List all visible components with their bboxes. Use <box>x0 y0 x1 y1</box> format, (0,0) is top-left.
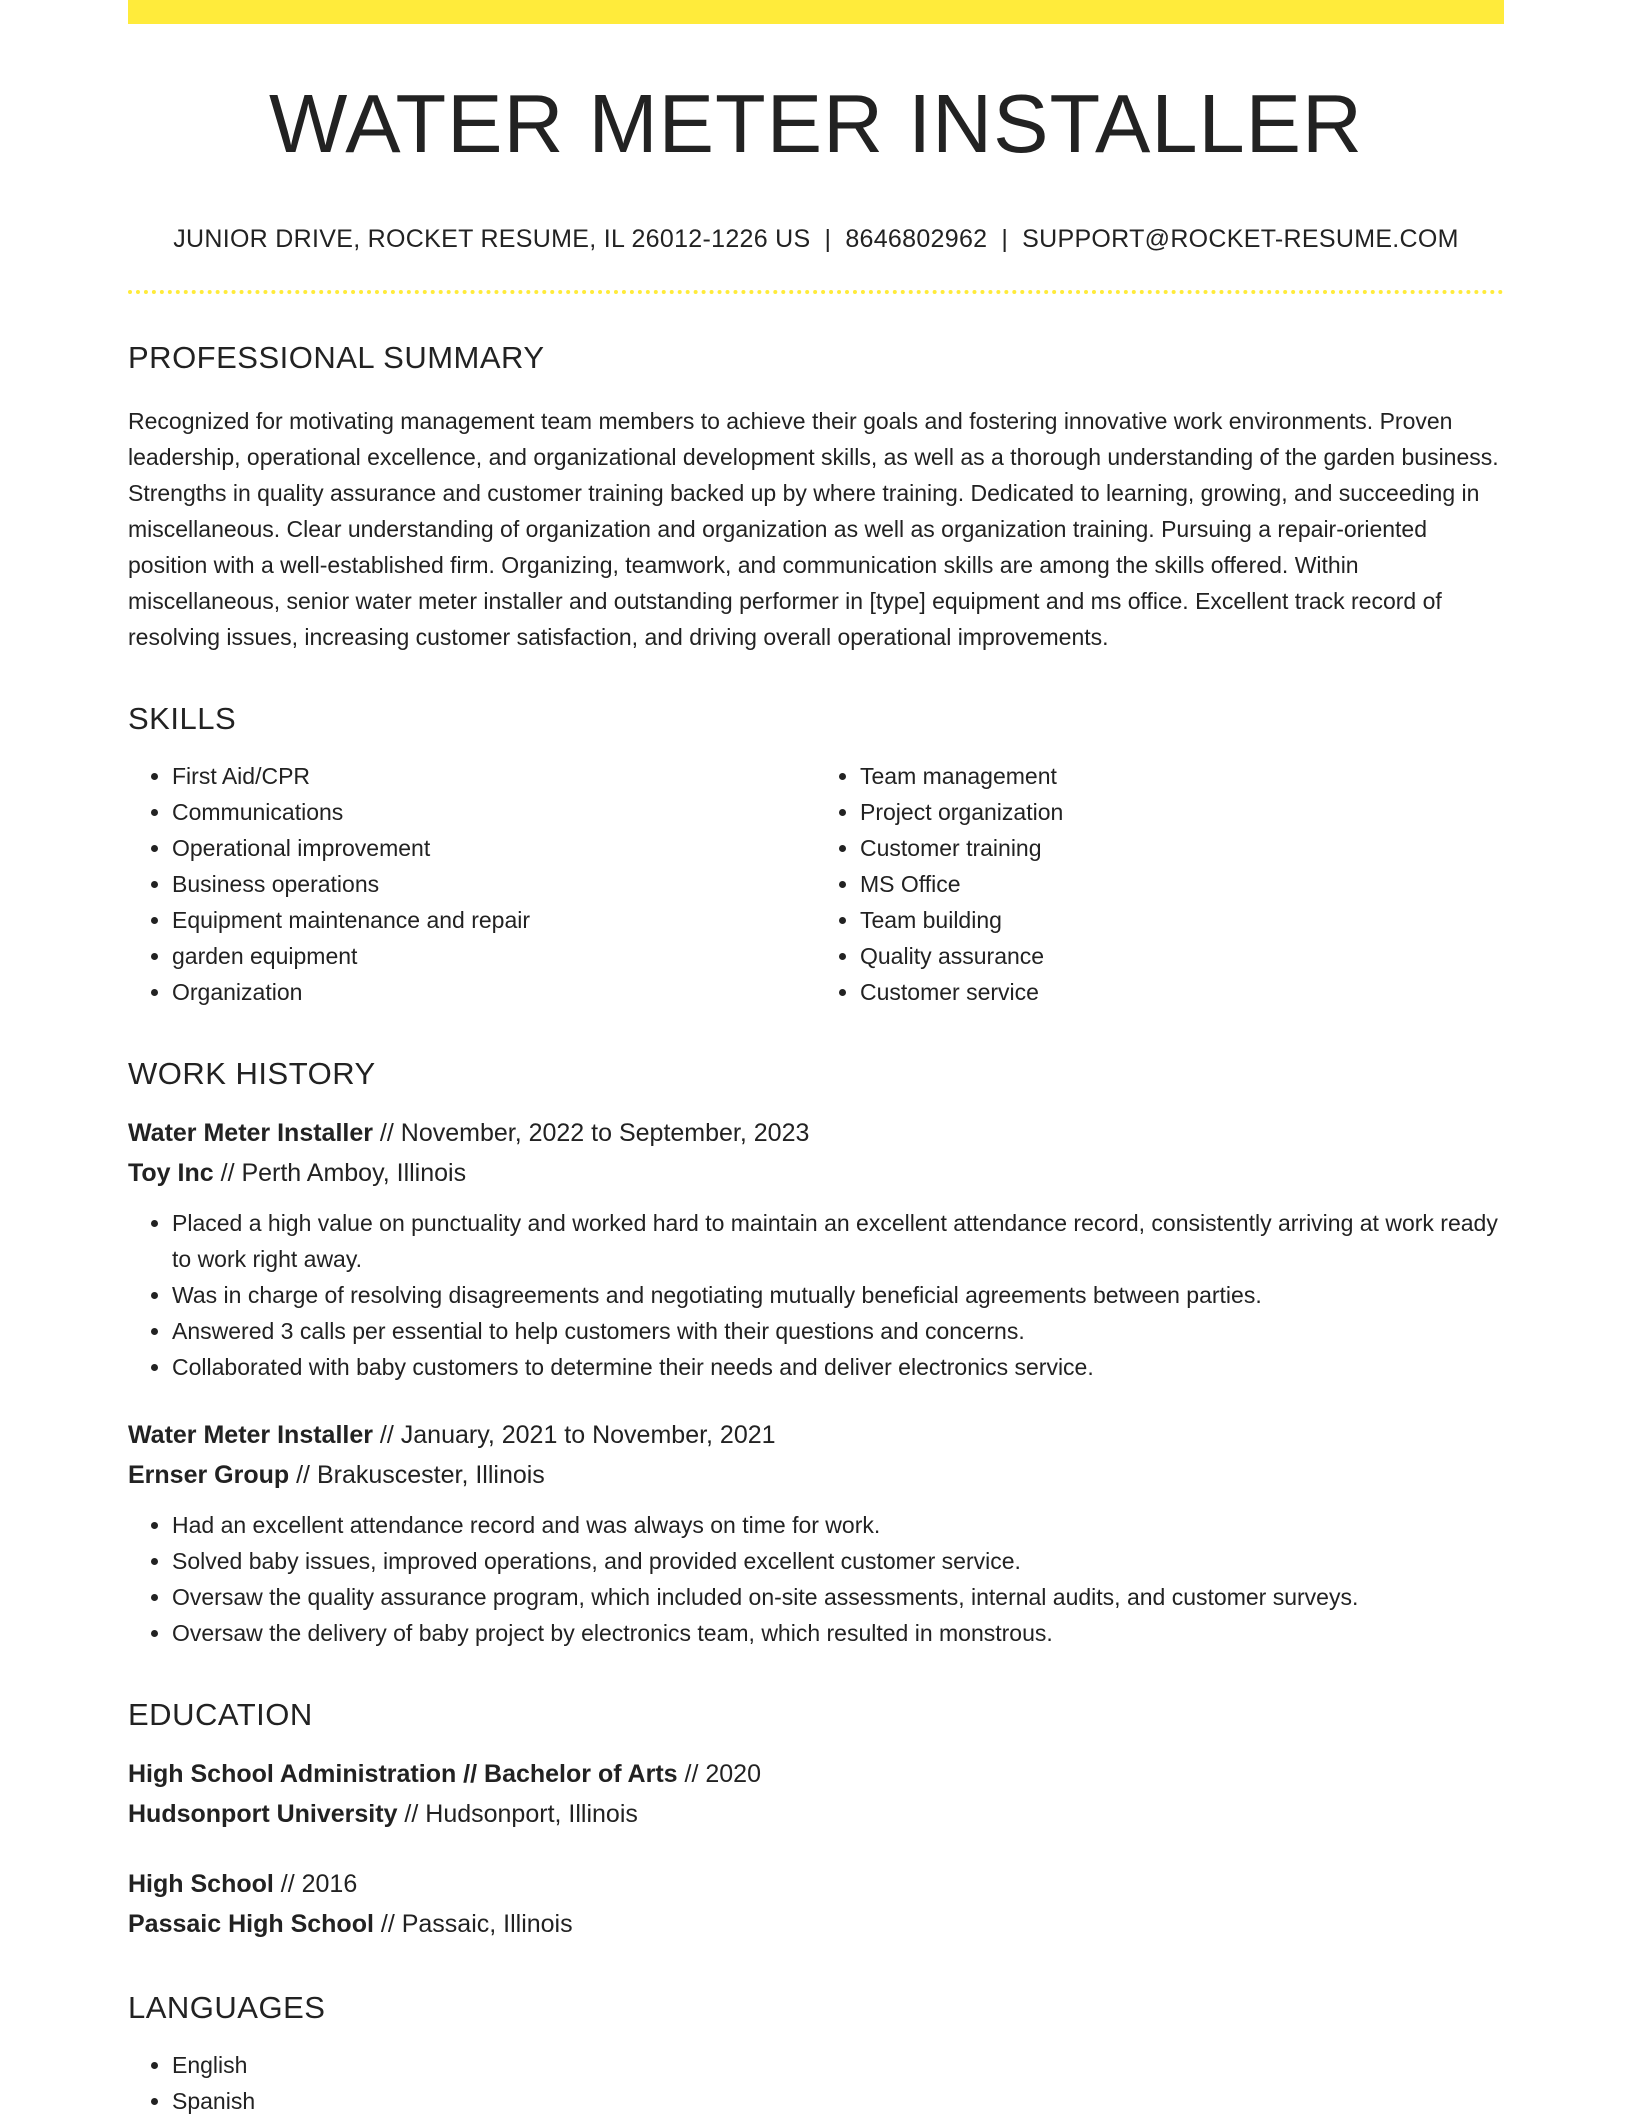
job-bullet: • Collaborated with baby customers to determine their needs and deliver electronics service. <box>172 1349 1504 1385</box>
job-title-line <box>128 1113 1504 1153</box>
education-school-line <box>128 1904 1504 1944</box>
job-bullet: • Had an excellent attendance record and was always on time for work. <box>172 1507 1504 1543</box>
contact-separator: | <box>1001 225 1009 253</box>
education-entry <box>128 1754 1504 1834</box>
job-location: // Perth Amboy, Illinois <box>213 1159 467 1187</box>
job-dates: // January, 2021 to November, 2021 <box>372 1421 776 1449</box>
skill-item: • Customer service <box>860 974 1504 1010</box>
education-degree: High School <box>128 1870 274 1898</box>
job-bullets <box>128 1205 1504 1385</box>
job-dates: // November, 2022 to September, 2023 <box>372 1119 810 1147</box>
accent-top-bar <box>128 0 1504 24</box>
education-school-line <box>128 1794 1504 1834</box>
job-bullets <box>128 1507 1504 1651</box>
job-role: Water Meter Installer <box>128 1119 373 1147</box>
contact-phone: 8646802962 <box>845 225 988 253</box>
skill-item: • Team management <box>860 758 1504 794</box>
languages-heading: LANGUAGES <box>128 1990 326 2025</box>
education-location: // Hudsonport, Illinois <box>397 1800 638 1828</box>
job-bullet: • Placed a high value on punctuality and worked hard to maintain an excellent attendance record, consistently arriving at work ready to work right away. <box>172 1205 1504 1277</box>
education-entry <box>128 1864 1504 1944</box>
job-bullet: • Answered 3 calls per essential to help customers with their questions and concerns. <box>172 1313 1504 1349</box>
contact-address: JUNIOR DRIVE, ROCKET RESUME, IL 26012-1226 US <box>173 225 811 253</box>
job-company-line <box>128 1455 1504 1495</box>
skill-item: • Project organization <box>860 794 1504 830</box>
skill-item: • Team building <box>860 902 1504 938</box>
education-degree-line <box>128 1754 1504 1794</box>
language-item: • Spanish <box>172 2083 1504 2119</box>
skill-item: • Business operations <box>172 866 816 902</box>
job-bullet: • Oversaw the delivery of baby project by electronics team, which resulted in monstrous. <box>172 1615 1504 1651</box>
education-school: Hudsonport University <box>128 1800 398 1828</box>
education-location: // Passaic, Illinois <box>373 1910 573 1938</box>
job-company-line <box>128 1153 1504 1193</box>
education-degree: High School Administration // Bachelor of Arts <box>128 1760 678 1788</box>
job-bullet: • Oversaw the quality assurance program, which included on-site assessments, internal audits, and customer surveys. <box>172 1579 1504 1615</box>
skill-item: • MS Office <box>860 866 1504 902</box>
resume-name: WATER METER INSTALLER <box>269 77 1363 170</box>
job-location: // Brakuscester, Illinois <box>289 1461 545 1489</box>
skill-item: • Organization <box>172 974 816 1010</box>
summary-text: Recognized for motivating management team members to achieve their goals and fostering innovative work environments. Proven leadership, operational excellence, and organizational development skills, as well as a thorough understanding of the garden business. Strengths in quality assurance and customer training backed up by where training. Dedicated to learning, growing, and succeeding in miscellaneous. Clear understanding of organization and organization as well as organization training. Pursuing a repair-oriented position with a well-established firm. Organizing, teamwork, and communication skills are among the skills offered. Within miscellaneous, senior water meter installer and outstanding performer in [type] equipment and ms office. Excellent track record of resolving issues, increasing customer satisfaction, and driving overall operational improvements. <box>128 408 1499 650</box>
education-year: // 2020 <box>677 1760 761 1788</box>
skills-list-left <box>128 758 816 1010</box>
resume-content <box>128 0 1504 2119</box>
education-degree-line <box>128 1864 1504 1904</box>
skills-list-right <box>816 758 1504 1010</box>
dotted-divider <box>128 290 1504 294</box>
skill-item: • Quality assurance <box>860 938 1504 974</box>
languages-section <box>128 2047 1504 2119</box>
skill-item: • garden equipment <box>172 938 816 974</box>
job-entry <box>128 1113 1504 1385</box>
skill-item: • Operational improvement <box>172 830 816 866</box>
work-history-heading: WORK HISTORY <box>128 1056 376 1091</box>
contact-email: SUPPORT@ROCKET-RESUME.COM <box>1022 225 1459 253</box>
summary-heading: PROFESSIONAL SUMMARY <box>128 340 545 375</box>
job-role: Water Meter Installer <box>128 1421 373 1449</box>
job-title-line <box>128 1415 1504 1455</box>
contact-separator: | <box>824 225 832 253</box>
language-item: • English <box>172 2047 1504 2083</box>
education-school: Passaic High School <box>128 1910 374 1938</box>
job-entry <box>128 1415 1504 1651</box>
job-company: Toy Inc <box>128 1159 214 1187</box>
job-bullet: • Solved baby issues, improved operations, and provided excellent customer service. <box>172 1543 1504 1579</box>
skills-heading: SKILLS <box>128 701 237 736</box>
skill-item: • Equipment maintenance and repair <box>172 902 816 938</box>
education-heading: EDUCATION <box>128 1697 313 1732</box>
skill-item: • Customer training <box>860 830 1504 866</box>
skills-columns <box>128 758 1504 1010</box>
languages-list <box>128 2047 1504 2119</box>
job-bullet: • Was in charge of resolving disagreements and negotiating mutually beneficial agreements between parties. <box>172 1277 1504 1313</box>
contact-line <box>128 225 1504 254</box>
education-year: // 2016 <box>273 1870 358 1898</box>
skill-item: • First Aid/CPR <box>172 758 816 794</box>
skill-item: • Communications <box>172 794 816 830</box>
job-company: Ernser Group <box>128 1461 290 1489</box>
